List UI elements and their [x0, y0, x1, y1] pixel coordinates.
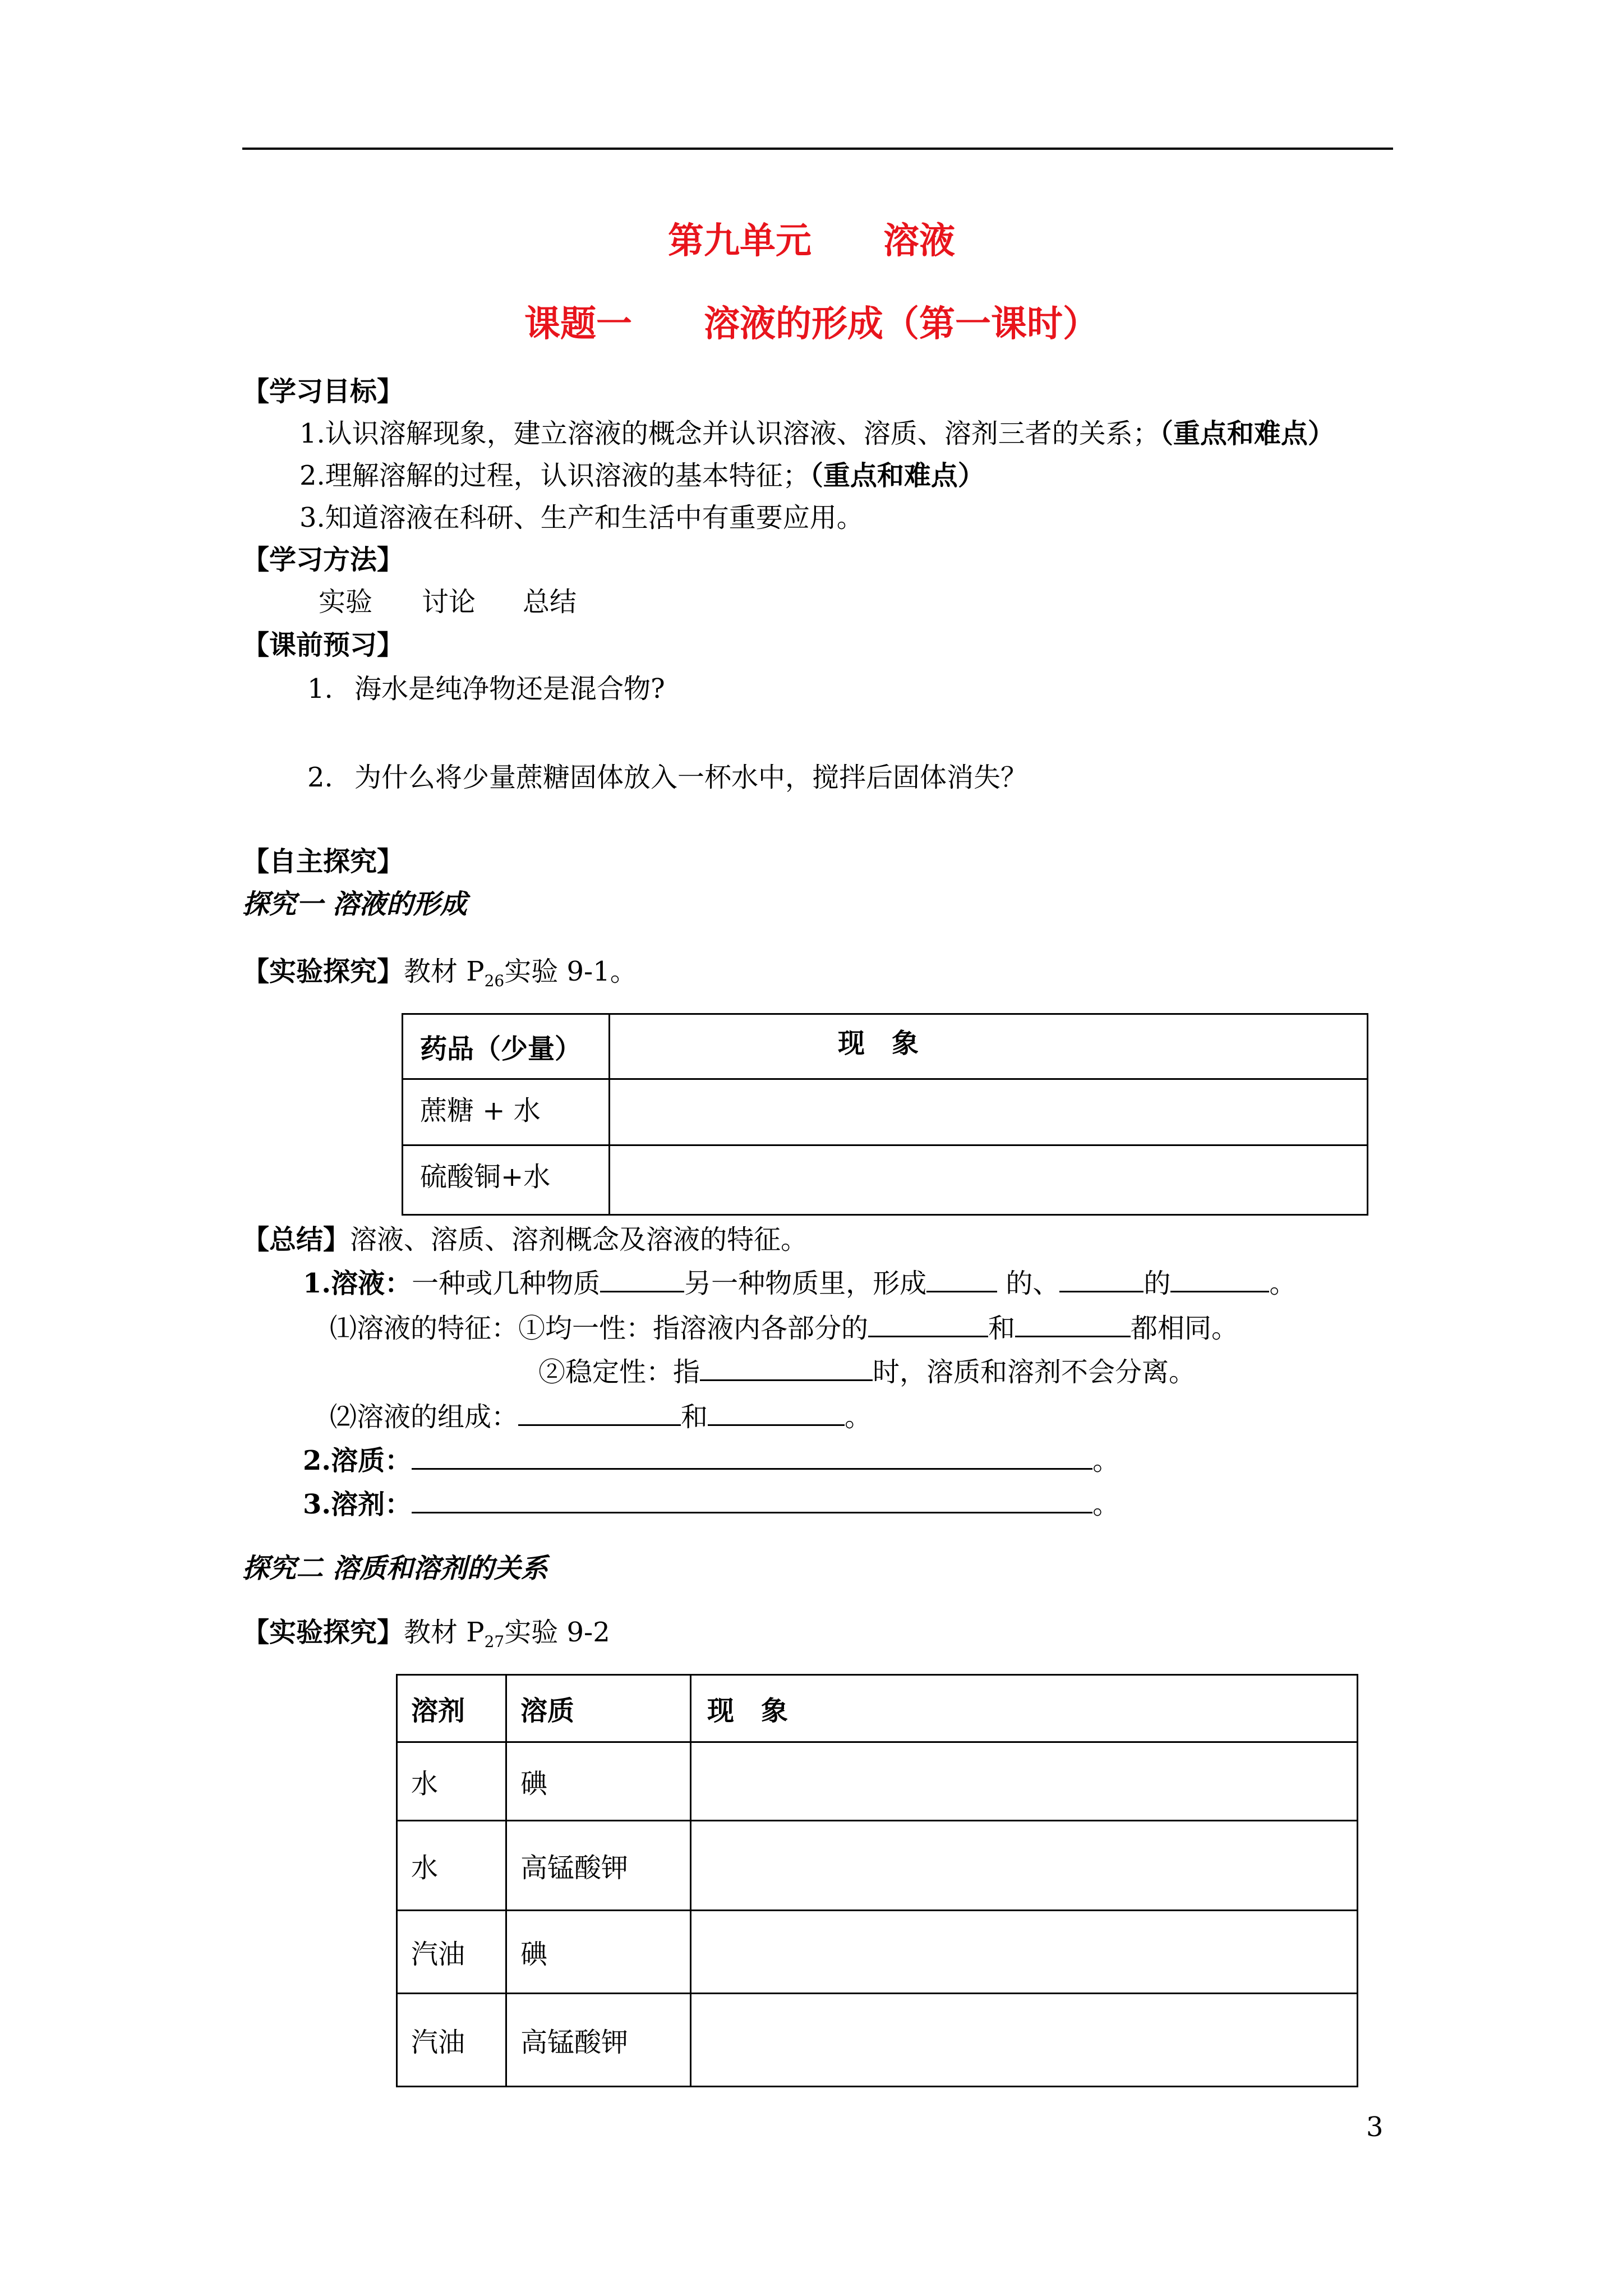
observation-cell[interactable] [691, 1911, 1358, 1994]
preview-question-1: 海水是纯净物还是混合物? [354, 673, 665, 705]
experiment-1-table [402, 1013, 1368, 1216]
preview-heading: 【课前预习】 [242, 629, 404, 661]
table-header-row [403, 1014, 1368, 1079]
fill-blank[interactable] [700, 1355, 873, 1381]
table-row [397, 1994, 1358, 2087]
objective-3: 3.知道溶液在科研、生产和生活中有重要应用。 [299, 502, 864, 533]
inquiry-2-title: 探究二 溶质和溶剂的关系 [242, 1553, 548, 1584]
fill-blank[interactable] [1059, 1266, 1144, 1292]
table-header-cell: 药品（少量） [403, 1014, 610, 1079]
preview-question-2-number: 2. [307, 762, 333, 793]
feature-stability: ②稳定性：指 时，溶质和溶剂不会分离。 [538, 1354, 1196, 1390]
table-cell: 高锰酸钾 [506, 1994, 691, 2087]
preview-question-1-number: 1. [307, 673, 333, 705]
observation-cell[interactable] [610, 1079, 1368, 1145]
inquiry-2-experiment: 【实验探究】教材 $P_{27}$实验 9-2 [242, 1617, 610, 1651]
fill-blank[interactable] [1170, 1266, 1269, 1292]
table-cell: 蔗糖 + 水 [403, 1079, 610, 1145]
header-rule [242, 148, 1393, 150]
table-row [397, 1821, 1358, 1911]
fill-blank[interactable] [708, 1400, 845, 1426]
table-cell: 硫酸铜+水 [403, 1145, 610, 1215]
methods-heading: 【学习方法】 [242, 544, 404, 576]
fill-blank[interactable] [412, 1487, 1092, 1513]
table-cell: 汽油 [397, 1911, 506, 1994]
table-cell: 碘 [506, 1911, 691, 1994]
objective-1: 1.认识溶解现象，建立溶液的概念并认识溶液、溶质、溶剂三者的关系；（重点和难点） [299, 418, 1335, 449]
table-header-cell: 溶剂 [397, 1675, 506, 1742]
experiment-2-table [396, 1674, 1358, 2087]
table-header-row [397, 1675, 1358, 1742]
preview-question-2: 为什么将少量蔗糖固体放入一杯水中，搅拌后固体消失？ [354, 762, 1028, 793]
fill-blank[interactable] [1015, 1311, 1131, 1337]
method-1: 实验 [319, 586, 373, 618]
page-number: 3 [1366, 2111, 1384, 2143]
observation-cell[interactable] [691, 1994, 1358, 2087]
table-cell: 碘 [506, 1742, 691, 1821]
table-header-cell: 溶质 [506, 1675, 691, 1742]
solution-composition: ⑵溶液的组成： 和 。 [330, 1399, 872, 1435]
fill-blank[interactable] [412, 1443, 1092, 1470]
method-2: 讨论 [422, 586, 476, 618]
solution-definition: 1.溶液：一种或几种物质 另一种物质里，形成 的、 的 。 [303, 1266, 1296, 1301]
observation-cell[interactable] [691, 1821, 1358, 1911]
table-cell: 汽油 [397, 1994, 506, 2087]
table-row [403, 1079, 1368, 1145]
unit-title: 第九单元 溶液 [668, 220, 955, 262]
table-cell: 水 [397, 1742, 506, 1821]
table-row [403, 1145, 1368, 1215]
observation-cell[interactable] [691, 1742, 1358, 1821]
table-header-cell: 现 象 [691, 1675, 1358, 1742]
summary-line: 【总结】溶液、溶质、溶剂概念及溶液的特征。 [242, 1224, 808, 1255]
fill-blank[interactable] [926, 1266, 997, 1292]
inquiry-heading: 【自主探究】 [242, 846, 404, 877]
method-3: 总结 [523, 586, 577, 618]
table-header-cell: 现 象 [610, 1014, 1368, 1079]
fill-blank[interactable] [600, 1266, 684, 1292]
solute-definition: 2.溶质： 。 [303, 1443, 1119, 1479]
lesson-title: 课题一 溶液的形成（第一课时） [524, 303, 1099, 345]
inquiry-1-title: 探究一 溶液的形成 [242, 889, 467, 920]
fill-blank[interactable] [518, 1400, 681, 1426]
table-cell: 高锰酸钾 [506, 1821, 691, 1911]
feature-uniformity: ⑴溶液的特征：①均一性：指溶液内各部分的 和 都相同。 [330, 1310, 1238, 1346]
observation-cell[interactable] [610, 1145, 1368, 1215]
table-row [397, 1742, 1358, 1821]
objectives-heading: 【学习目标】 [242, 376, 404, 407]
objective-2: 2.理解溶解的过程，认识溶液的基本特征；（重点和难点） [299, 460, 985, 491]
solvent-definition: 3.溶剂： 。 [303, 1487, 1119, 1522]
table-cell: 水 [397, 1821, 506, 1911]
fill-blank[interactable] [868, 1311, 988, 1337]
table-row [397, 1911, 1358, 1994]
inquiry-1-experiment: 【实验探究】教材 $P_{26}$实验 9-1。 [242, 956, 637, 990]
